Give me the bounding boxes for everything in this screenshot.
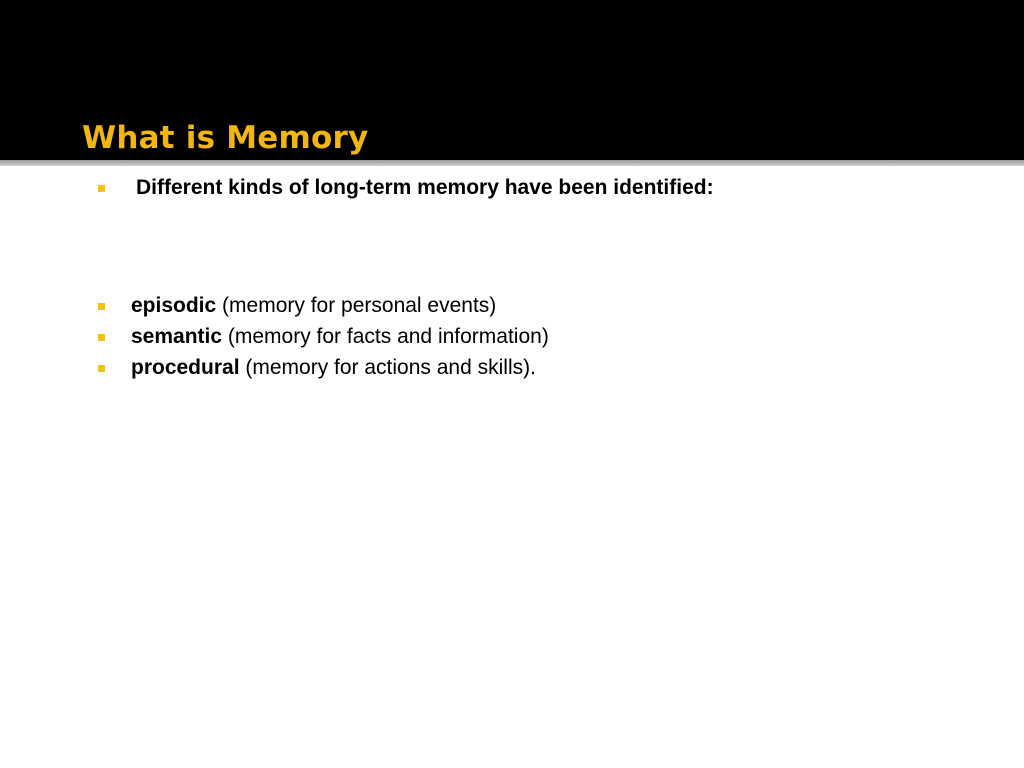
slide-title: What is Memory xyxy=(82,120,369,156)
term-episodic: episodic xyxy=(131,294,217,317)
term-procedural: procedural xyxy=(131,356,240,379)
list-item-procedural xyxy=(98,354,536,382)
title-divider xyxy=(0,160,1024,166)
lead-bullet-item xyxy=(98,174,714,202)
square-bullet-icon xyxy=(98,334,105,341)
desc-episodic: (memory for personal events) xyxy=(216,294,497,317)
list-item-text xyxy=(131,325,549,349)
lead-text: Different kinds of long-term memory have been identified: xyxy=(136,176,714,199)
desc-semantic: (memory for facts and information) xyxy=(222,325,549,348)
square-bullet-icon xyxy=(98,185,105,192)
list-item-semantic xyxy=(98,323,549,351)
list-item-text xyxy=(131,356,536,380)
square-bullet-icon xyxy=(98,365,105,372)
desc-procedural: (memory for actions and skills). xyxy=(239,356,536,379)
term-semantic: semantic xyxy=(131,325,223,348)
square-bullet-icon xyxy=(98,303,105,310)
list-item-text xyxy=(131,294,496,318)
list-item-episodic xyxy=(98,292,496,320)
